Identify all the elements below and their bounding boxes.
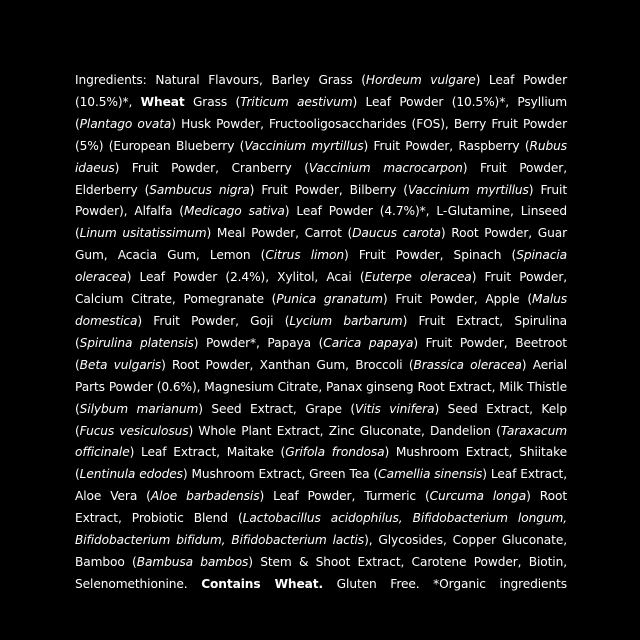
ingredient-text: ) Root Extract, Probiotic Blend (	[75, 489, 568, 526]
ingredient-text: ) Root Powder, Guar Gum, Acacia Gum, Lemon (	[75, 226, 567, 263]
ingredient-text: ) Fruit Powder, Spinach (	[344, 248, 517, 263]
latin-name-text: Vaccinium myrtillus	[407, 182, 529, 197]
ingredient-text: ) Seed Extract, Grape (	[198, 401, 356, 416]
ingredient-text: ) Mushroom Extract, Shiitake (	[75, 445, 567, 482]
ingredient-text: ) Fruit Powder, Raspberry (	[363, 138, 530, 153]
latin-name-text: Citrus limon	[265, 248, 345, 263]
latin-name-text: Euterpe oleracea	[364, 270, 472, 285]
latin-name-text: Silybum marianum	[79, 401, 199, 416]
ingredient-text: ) Root Powder, Xanthan Gum, Broccoli (	[161, 357, 414, 372]
ingredient-text: ) Seed Extract, Kelp (	[75, 401, 568, 438]
latin-name-text: Carica papaya	[323, 335, 414, 350]
ingredient-text: ) Fruit Powder, Beetroot (	[75, 335, 567, 372]
latin-name-text: Plantago ovata	[79, 116, 172, 131]
latin-name-text: Vaccinium myrtillus	[244, 138, 364, 153]
latin-name-text: Malus domestica	[75, 292, 567, 328]
allergen-text: Contains Wheat.	[201, 576, 324, 591]
ingredient-text: ), Glycosides, Copper Gluconate, Bamboo (	[75, 533, 567, 569]
ingredient-text: ) Stem & Shoot Extract, Carotene Powder, Biotin, Selenomethionine.	[75, 554, 567, 591]
ingredient-text: ) Leaf Powder (10.5%)*, Psyllium (	[75, 94, 567, 131]
latin-name-text: Aloe barbadensis	[150, 489, 260, 504]
ingredient-text: ) Leaf Powder, Turmeric (	[259, 489, 430, 504]
latin-name-text: Rubus idaeus	[75, 138, 567, 175]
ingredient-text: ) Powder*, Papaya (	[193, 335, 324, 350]
latin-name-text: Medicago sativa	[183, 204, 285, 219]
latin-name-text: Vitis vinifera	[355, 401, 435, 416]
ingredient-text: ) Aerial Parts Powder (0.6%), Magnesium Citrate, Panax ginseng Root Extract, Milk Thistle (	[75, 357, 567, 416]
latin-name-text: Brassica oleracea	[413, 357, 522, 372]
ingredient-text: ) Fruit Powder, Cranberry (	[114, 160, 309, 175]
allergen-text: Wheat	[140, 94, 185, 109]
ingredient-text: ) Fruit Powder, Goji (	[137, 313, 290, 328]
ingredient-text: Grass (	[184, 94, 241, 109]
latin-name-text: Punica granatum	[276, 292, 383, 307]
ingredient-text: Ingredients: Natural Flavours, Barley Grass (	[75, 73, 366, 87]
ingredient-text: ) Fruit Powder, Calcium Citrate, Pomegranate (	[75, 270, 568, 307]
ingredient-text: ) Mushroom Extract, Green Tea (	[182, 467, 379, 482]
ingredient-text: ) Leaf Powder (2.4%), Xylitol, Acai (	[126, 270, 365, 285]
latin-name-text: Fucus vesiculosus	[79, 423, 189, 438]
latin-name-text: Grifola frondosa	[285, 445, 385, 460]
latin-name-text: Spirulina platensis	[79, 335, 194, 350]
ingredient-text: ) Meal Powder, Carrot (	[206, 226, 353, 241]
latin-name-text: Curcuma longa	[429, 489, 527, 504]
latin-name-text: Lycium barbarum	[289, 313, 403, 328]
latin-name-text: Sambucus nigra	[149, 182, 250, 197]
ingredient-text: ) Husk Powder, Fructooligosaccharides (FOS), Berry Fruit Powder (5%) (European Blueberry (	[75, 116, 567, 153]
latin-name-text: Triticum aestivum	[240, 94, 353, 109]
ingredient-text: ) Fruit Extract, Spirulina (	[75, 313, 567, 350]
latin-name-text: Vaccinium macrocarpon	[308, 160, 463, 175]
ingredient-text: Gluten Free. *Organic ingredients	[323, 576, 567, 591]
ingredient-text: ) Leaf Extract, Maitake (	[129, 445, 286, 460]
ingredient-text: ) Fruit Powder), Alfalfa (	[75, 182, 567, 219]
latin-name-text: Lactobacillus acidophilus, Bifidobacterium longum, Bifidobacterium bifidum, Bifidobacterium lactis	[75, 511, 567, 548]
ingredient-text: ) Leaf Powder (10.5%)*,	[75, 73, 567, 109]
latin-name-text: Daucus carota	[352, 226, 441, 241]
latin-name-text: Lentinula edodes	[79, 467, 183, 482]
ingredient-text: ) Leaf Powder (4.7%)*, L-Glutamine, Linseed (	[75, 204, 567, 241]
ingredient-text: ) Leaf Extract, Aloe Vera (	[75, 467, 567, 504]
latin-name-text: Taraxacum officinale	[75, 423, 567, 460]
latin-name-text: Hordeum vulgare	[365, 73, 476, 87]
ingredient-text: ) Fruit Powder, Elderberry (	[75, 160, 567, 197]
latin-name-text: Linum usitatissimum	[79, 226, 207, 241]
ingredient-text: ) Whole Plant Extract, Zinc Gluconate, Dandelion (	[188, 423, 501, 438]
ingredient-text: ) Fruit Powder, Apple (	[382, 292, 533, 307]
ingredients-paragraph	[75, 70, 567, 596]
latin-name-text: Camellia sinensis	[378, 467, 483, 482]
ingredient-text: ) Fruit Powder, Bilberry (	[249, 182, 408, 197]
latin-name-text: Bambusa bambos	[136, 554, 249, 569]
latin-name-text: Beta vulgaris	[79, 357, 162, 372]
latin-name-text: Spinacia oleracea	[75, 248, 567, 285]
